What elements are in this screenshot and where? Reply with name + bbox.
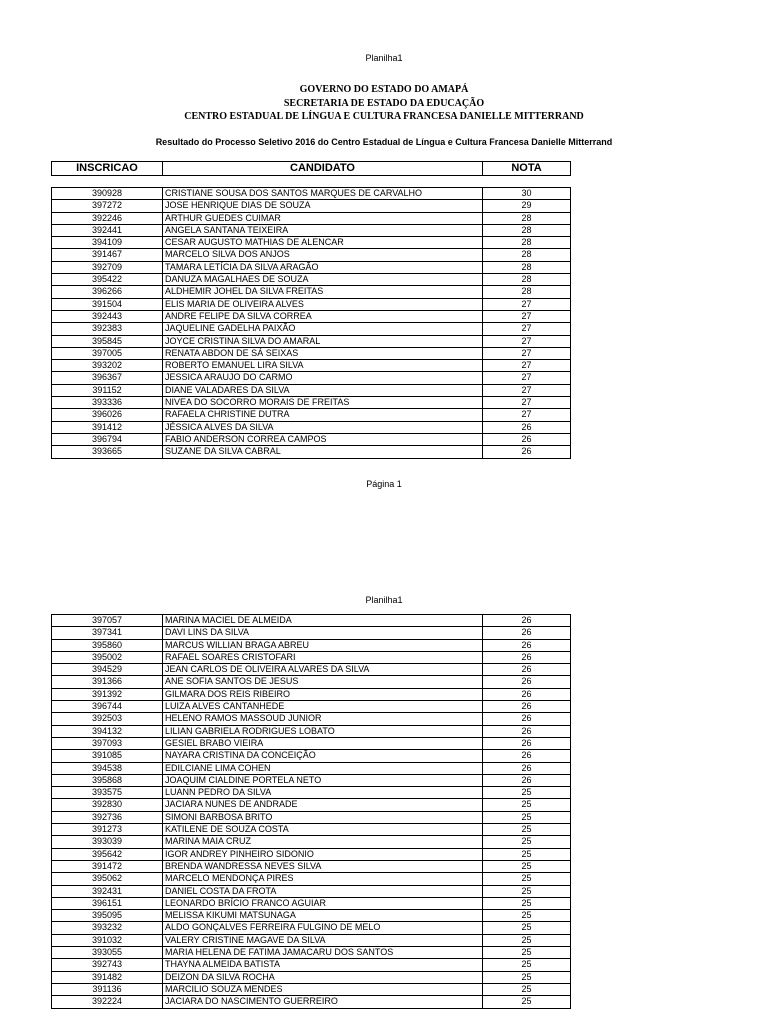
candidato-cell: MARCELO MENDONÇA PIRES <box>163 873 483 885</box>
candidato-cell: RAFAEL SOARES CRISTOFARI <box>163 651 483 663</box>
nota-cell: 28 <box>483 237 571 249</box>
inscricao-cell: 397093 <box>52 737 163 749</box>
results-table-page1 <box>51 187 571 459</box>
table-row <box>52 274 571 286</box>
table-row <box>52 286 571 298</box>
inscricao-cell: 391085 <box>52 750 163 762</box>
table-row <box>52 787 571 799</box>
table-row <box>52 996 571 1008</box>
candidato-cell: IGOR ANDREY PINHEIRO SIDONIO <box>163 848 483 860</box>
table-row <box>52 249 571 261</box>
candidato-cell: DEIZON DA SILVA ROCHA <box>163 971 483 983</box>
nota-cell: 27 <box>483 310 571 322</box>
candidato-cell: NIVEA DO SOCORRO MORAIS DE FREITAS <box>163 397 483 409</box>
inscricao-cell: 392431 <box>52 885 163 897</box>
candidato-cell: CRISTIANE SOUSA DOS SANTOS MARQUES DE CARVALHO <box>163 188 483 200</box>
nota-cell: 27 <box>483 360 571 372</box>
table-row <box>52 421 571 433</box>
inscricao-cell: 392736 <box>52 811 163 823</box>
table-row <box>52 750 571 762</box>
nota-cell: 26 <box>483 664 571 676</box>
table-row <box>52 897 571 909</box>
table-row <box>52 713 571 725</box>
table-row <box>52 873 571 885</box>
table-row <box>52 774 571 786</box>
candidato-cell: DIANE VALADARES DA SILVA <box>163 384 483 396</box>
candidato-cell: MARCILIO SOUZA MENDES <box>163 983 483 995</box>
table-row <box>52 737 571 749</box>
inscricao-cell: 393665 <box>52 446 163 458</box>
inscricao-cell: 395002 <box>52 651 163 663</box>
nota-cell: 28 <box>483 286 571 298</box>
table-row <box>52 397 571 409</box>
inscricao-cell: 391273 <box>52 824 163 836</box>
column-header-candidato: CANDIDATO <box>163 162 483 176</box>
candidato-cell: HELENO RAMOS MASSOUD JUNIOR <box>163 713 483 725</box>
nota-cell: 27 <box>483 347 571 359</box>
table-row <box>52 384 571 396</box>
candidato-cell: DAVI LINS DA SILVA <box>163 627 483 639</box>
table-row <box>52 824 571 836</box>
candidato-cell: SIMONI BARBOSA BRITO <box>163 811 483 823</box>
candidato-cell: ALDO GONÇALVES FERREIRA FULGINO DE MELO <box>163 922 483 934</box>
candidato-cell: JOAQUIM CIALDINE PORTELA NETO <box>163 774 483 786</box>
table-row <box>52 200 571 212</box>
table-row <box>52 676 571 688</box>
candidato-cell: JÉSSICA ALVES DA SILVA <box>163 421 483 433</box>
table-row <box>52 433 571 445</box>
table-row <box>52 959 571 971</box>
candidato-cell: MARCUS WILLIAN BRAGA ABREU <box>163 639 483 651</box>
candidato-cell: JACIARA NUNES DE ANDRADE <box>163 799 483 811</box>
header-government: GOVERNO DO ESTADO DO AMAPÁ <box>299 84 469 95</box>
inscricao-cell: 397272 <box>52 200 163 212</box>
inscricao-cell: 396794 <box>52 433 163 445</box>
candidato-cell: VALERY CRISTINE MAGAVE DA SILVA <box>163 934 483 946</box>
table-row <box>52 983 571 995</box>
nota-cell: 25 <box>483 947 571 959</box>
table-row <box>52 664 571 676</box>
nota-cell: 26 <box>483 774 571 786</box>
nota-cell: 25 <box>483 971 571 983</box>
inscricao-cell: 395868 <box>52 774 163 786</box>
candidato-cell: KATILENE DE SOUZA COSTA <box>163 824 483 836</box>
nota-cell: 26 <box>483 688 571 700</box>
nota-cell: 26 <box>483 713 571 725</box>
inscricao-cell: 392383 <box>52 323 163 335</box>
table-row <box>52 811 571 823</box>
inscricao-cell: 391467 <box>52 249 163 261</box>
page1-sheet-name: Planilha1 <box>365 53 403 63</box>
inscricao-cell: 390928 <box>52 188 163 200</box>
candidato-cell: ROBERTO EMANUEL LIRA SILVA <box>163 360 483 372</box>
nota-cell: 25 <box>483 983 571 995</box>
nota-cell: 25 <box>483 799 571 811</box>
candidato-cell: DANUZA MAGALHAES DE SOUZA <box>163 274 483 286</box>
table-row <box>52 688 571 700</box>
candidato-cell: BRENDA WANDRESSA NEVES SILVA <box>163 860 483 872</box>
candidato-cell: MELISSA KIKUMI MATSUNAGA <box>163 910 483 922</box>
nota-cell: 25 <box>483 836 571 848</box>
inscricao-cell: 393202 <box>52 360 163 372</box>
candidato-cell: SUZANE DA SILVA CABRAL <box>163 446 483 458</box>
inscricao-cell: 392443 <box>52 310 163 322</box>
nota-cell: 26 <box>483 615 571 627</box>
column-header-table <box>51 161 571 176</box>
table-row <box>52 237 571 249</box>
nota-cell: 25 <box>483 934 571 946</box>
inscricao-cell: 395095 <box>52 910 163 922</box>
nota-cell: 25 <box>483 848 571 860</box>
inscricao-cell: 397005 <box>52 347 163 359</box>
inscricao-cell: 391482 <box>52 971 163 983</box>
inscricao-cell: 392246 <box>52 212 163 224</box>
candidato-cell: ANGELA SANTANA TEIXEIRA <box>163 224 483 236</box>
nota-cell: 25 <box>483 787 571 799</box>
nota-cell: 25 <box>483 824 571 836</box>
inscricao-cell: 391152 <box>52 384 163 396</box>
page2-sheet-name: Planilha1 <box>365 595 403 605</box>
inscricao-cell: 393039 <box>52 836 163 848</box>
candidato-cell: JACIARA DO NASCIMENTO GUERREIRO <box>163 996 483 1008</box>
table-row <box>52 934 571 946</box>
inscricao-cell: 392441 <box>52 224 163 236</box>
inscricao-cell: 392743 <box>52 959 163 971</box>
inscricao-cell: 391392 <box>52 688 163 700</box>
nota-cell: 26 <box>483 701 571 713</box>
candidato-cell: MARCELO SILVA DOS ANJOS <box>163 249 483 261</box>
nota-cell: 25 <box>483 910 571 922</box>
result-subtitle: Resultado do Processo Seletivo 2016 do Centro Estadual de Língua e Cultura Francesa Danielle Mitterrand <box>155 137 613 147</box>
candidato-cell: LILIAN GABRIELA RODRIGUES LOBATO <box>163 725 483 737</box>
candidato-cell: ANDRE FELIPE DA SILVA CORREA <box>163 310 483 322</box>
table-row <box>52 947 571 959</box>
table-row <box>52 762 571 774</box>
inscricao-cell: 396026 <box>52 409 163 421</box>
table-row <box>52 639 571 651</box>
inscricao-cell: 391366 <box>52 676 163 688</box>
inscricao-cell: 393055 <box>52 947 163 959</box>
nota-cell: 26 <box>483 651 571 663</box>
inscricao-cell: 397341 <box>52 627 163 639</box>
candidato-cell: ALDHEMIR JOHEL DA SILVA FREITAS <box>163 286 483 298</box>
candidato-cell: LEONARDO BRÍCIO FRANCO AGUIAR <box>163 897 483 909</box>
candidato-cell: MARIA HELENA DE FATIMA JAMACARU DOS SANTOS <box>163 947 483 959</box>
nota-cell: 27 <box>483 323 571 335</box>
table-row <box>52 615 571 627</box>
candidato-cell: MARINA MAIA CRUZ <box>163 836 483 848</box>
column-header-inscricao: INSCRICAO <box>52 162 163 176</box>
candidato-cell: CESAR AUGUSTO MATHIAS DE ALENCAR <box>163 237 483 249</box>
candidato-cell: GESIEL BRABO VIEIRA <box>163 737 483 749</box>
column-header-nota: NOTA <box>483 162 571 176</box>
inscricao-cell: 395860 <box>52 639 163 651</box>
nota-cell: 27 <box>483 335 571 347</box>
table-row <box>52 298 571 310</box>
table-row <box>52 799 571 811</box>
nota-cell: 25 <box>483 922 571 934</box>
table-row <box>52 860 571 872</box>
nota-cell: 27 <box>483 372 571 384</box>
table-row <box>52 651 571 663</box>
candidato-cell: JESSICA ARAUJO DO CARMO <box>163 372 483 384</box>
nota-cell: 26 <box>483 676 571 688</box>
nota-cell: 29 <box>483 200 571 212</box>
nota-cell: 27 <box>483 384 571 396</box>
inscricao-cell: 392709 <box>52 261 163 273</box>
nota-cell: 28 <box>483 274 571 286</box>
inscricao-cell: 395422 <box>52 274 163 286</box>
inscricao-cell: 397057 <box>52 615 163 627</box>
table-row <box>52 347 571 359</box>
table-row <box>52 323 571 335</box>
table-row <box>52 725 571 737</box>
candidato-cell: NAYARA CRISTINA DA CONCEIÇÃO <box>163 750 483 762</box>
inscricao-cell: 394109 <box>52 237 163 249</box>
candidato-cell: JOSE HENRIQUE DIAS DE SOUZA <box>163 200 483 212</box>
inscricao-cell: 394529 <box>52 664 163 676</box>
inscricao-cell: 396367 <box>52 372 163 384</box>
table-row <box>52 446 571 458</box>
nota-cell: 26 <box>483 433 571 445</box>
candidato-cell: ANE SOFIA SANTOS DE JESUS <box>163 676 483 688</box>
nota-cell: 25 <box>483 959 571 971</box>
header-center: CENTRO ESTADUAL DE LÍNGUA E CULTURA FRANCESA DANIELLE MITTERRAND <box>184 111 584 122</box>
nota-cell: 25 <box>483 996 571 1008</box>
candidato-cell: THAYNA ALMEIDA BATISTA <box>163 959 483 971</box>
candidato-cell: JAQUELINE GADELHA PAIXÃO <box>163 323 483 335</box>
candidato-cell: JOYCE CRISTINA SILVA DO AMARAL <box>163 335 483 347</box>
inscricao-cell: 392224 <box>52 996 163 1008</box>
candidato-cell: ELIS MARIA DE OLIVEIRA ALVES <box>163 298 483 310</box>
table-row <box>52 310 571 322</box>
table-row <box>52 922 571 934</box>
candidato-cell: ARTHUR GUEDES CUIMAR <box>163 212 483 224</box>
inscricao-cell: 394132 <box>52 725 163 737</box>
nota-cell: 27 <box>483 298 571 310</box>
nota-cell: 26 <box>483 737 571 749</box>
table-row <box>52 261 571 273</box>
candidato-cell: RAFAELA CHRISTINE DUTRA <box>163 409 483 421</box>
nota-cell: 25 <box>483 897 571 909</box>
table-row <box>52 212 571 224</box>
nota-cell: 27 <box>483 397 571 409</box>
inscricao-cell: 395062 <box>52 873 163 885</box>
inscricao-cell: 392830 <box>52 799 163 811</box>
table-row <box>52 971 571 983</box>
inscricao-cell: 395845 <box>52 335 163 347</box>
table-row <box>52 360 571 372</box>
inscricao-cell: 393336 <box>52 397 163 409</box>
nota-cell: 26 <box>483 421 571 433</box>
nota-cell: 25 <box>483 860 571 872</box>
table-row <box>52 885 571 897</box>
inscricao-cell: 391136 <box>52 983 163 995</box>
table-row <box>52 224 571 236</box>
inscricao-cell: 392503 <box>52 713 163 725</box>
inscricao-cell: 391504 <box>52 298 163 310</box>
nota-cell: 25 <box>483 873 571 885</box>
nota-cell: 27 <box>483 409 571 421</box>
nota-cell: 26 <box>483 725 571 737</box>
table-row <box>52 627 571 639</box>
table-row <box>52 409 571 421</box>
candidato-cell: GILMARA DOS REIS RIBEIRO <box>163 688 483 700</box>
nota-cell: 28 <box>483 249 571 261</box>
inscricao-cell: 391472 <box>52 860 163 872</box>
table-row <box>52 910 571 922</box>
table-row <box>52 372 571 384</box>
inscricao-cell: 391412 <box>52 421 163 433</box>
candidato-cell: DANIEL COSTA DA FROTA <box>163 885 483 897</box>
candidato-cell: MARINA MACIEL DE ALMEIDA <box>163 615 483 627</box>
nota-cell: 26 <box>483 627 571 639</box>
results-table-page2 <box>51 614 571 1009</box>
candidato-cell: EDILCIANE LIMA COHEN <box>163 762 483 774</box>
page1-footer: Página 1 <box>366 479 402 489</box>
candidato-cell: LUANN PEDRO DA SILVA <box>163 787 483 799</box>
inscricao-cell: 396151 <box>52 897 163 909</box>
inscricao-cell: 396744 <box>52 701 163 713</box>
nota-cell: 26 <box>483 762 571 774</box>
inscricao-cell: 394538 <box>52 762 163 774</box>
header-secretariat: SECRETARIA DE ESTADO DA EDUCAÇÃO <box>283 98 485 109</box>
candidato-cell: JEAN CARLOS DE OLIVEIRA ALVARES DA SILVA <box>163 664 483 676</box>
table-row <box>52 335 571 347</box>
inscricao-cell: 396266 <box>52 286 163 298</box>
table-row <box>52 188 571 200</box>
nota-cell: 26 <box>483 750 571 762</box>
nota-cell: 30 <box>483 188 571 200</box>
candidato-cell: FABIO ANDERSON CORREA CAMPOS <box>163 433 483 445</box>
nota-cell: 25 <box>483 811 571 823</box>
candidato-cell: LUIZA ALVES CANTANHEDE <box>163 701 483 713</box>
table-row <box>52 848 571 860</box>
nota-cell: 25 <box>483 885 571 897</box>
candidato-cell: RENATA ABDON DE SÁ SEIXAS <box>163 347 483 359</box>
nota-cell: 26 <box>483 446 571 458</box>
table-row <box>52 701 571 713</box>
inscricao-cell: 395642 <box>52 848 163 860</box>
inscricao-cell: 393232 <box>52 922 163 934</box>
nota-cell: 28 <box>483 261 571 273</box>
nota-cell: 28 <box>483 224 571 236</box>
inscricao-cell: 393575 <box>52 787 163 799</box>
table-row <box>52 836 571 848</box>
nota-cell: 28 <box>483 212 571 224</box>
candidato-cell: TAMARA LETÍCIA DA SILVA ARAGÃO <box>163 261 483 273</box>
inscricao-cell: 391032 <box>52 934 163 946</box>
nota-cell: 26 <box>483 639 571 651</box>
